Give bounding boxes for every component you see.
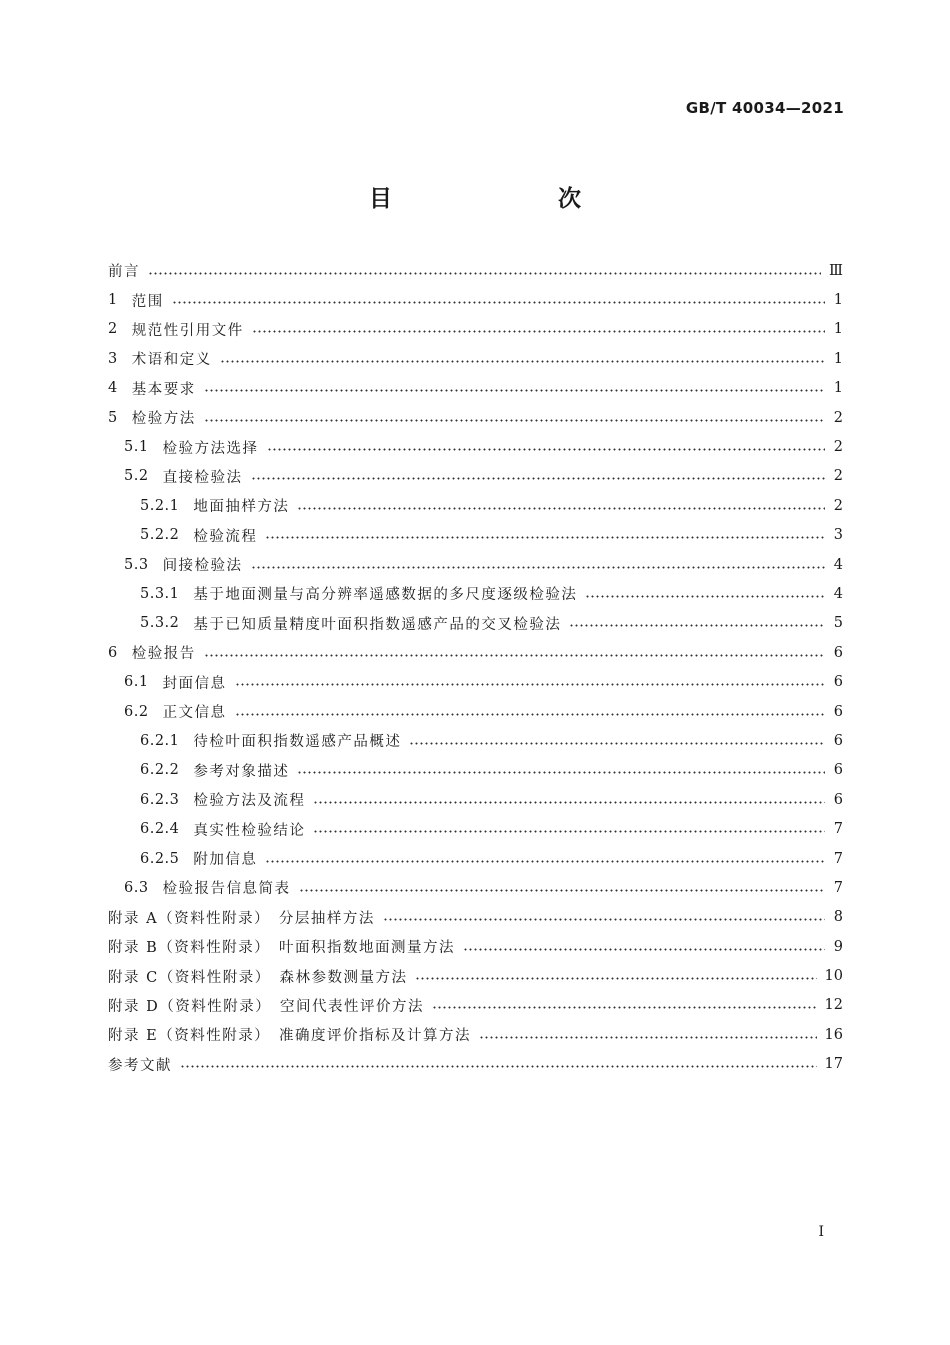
toc-entry[interactable] (108, 756, 843, 785)
table-of-contents (108, 256, 843, 1079)
dot-leader (415, 977, 816, 980)
toc-entry-page: 10 (824, 968, 843, 985)
toc-entry-page: 16 (824, 1026, 843, 1043)
dot-leader (432, 1006, 817, 1009)
dot-leader (313, 830, 825, 833)
toc-entry-page: 7 (833, 850, 843, 867)
toc-entry-title: 基于地面测量与高分辨率遥感数据的多尺度逐级检验法 (193, 587, 578, 604)
toc-entry-number: 6.2.1 (140, 732, 180, 749)
dot-leader (204, 419, 825, 422)
toc-entry[interactable] (108, 432, 843, 461)
dot-leader (313, 801, 825, 804)
toc-entry[interactable] (108, 579, 843, 608)
dot-leader (235, 713, 825, 716)
toc-entry-title: 参考文献 (108, 1057, 172, 1074)
dot-leader (220, 360, 825, 363)
toc-entry[interactable] (108, 315, 843, 344)
dot-leader (265, 536, 825, 539)
toc-entry-number: 6.1 (124, 674, 149, 691)
toc-entry-title: 附录 B（资料性附录） 叶面积指数地面测量方法 (108, 940, 456, 957)
toc-entry-title: 检验报告信息简表 (162, 881, 291, 898)
toc-entry[interactable] (108, 903, 843, 932)
toc-entry-number: 5.1 (124, 439, 149, 456)
toc-entry-number: 5.2.2 (140, 527, 180, 544)
toc-entry-page: 8 (833, 909, 843, 926)
toc-entry-page: 17 (824, 1056, 843, 1073)
toc-entry[interactable] (108, 1020, 843, 1049)
toc-entry-page: 6 (833, 674, 843, 691)
dot-leader (297, 771, 825, 774)
toc-entry-page: 7 (833, 879, 843, 896)
toc-entry-title: 参考对象描述 (193, 763, 290, 780)
toc-entry-title: 地面抽样方法 (193, 499, 290, 516)
toc-entry-title: 真实性检验结论 (193, 822, 306, 839)
dot-leader (265, 860, 825, 863)
dot-leader (463, 948, 825, 951)
toc-entry-page: 6 (833, 732, 843, 749)
toc-entry-title: 附录 A（资料性附录） 分层抽样方法 (108, 910, 375, 927)
toc-entry-number: 5.3 (124, 556, 149, 573)
toc-entry-number: 6.2 (124, 703, 149, 720)
toc-entry-title: 检验方法选择 (162, 440, 259, 457)
toc-entry-page: 1 (833, 380, 843, 397)
toc-entry-title: 附录 C（资料性附录） 森林参数测量方法 (108, 969, 408, 986)
toc-entry-number: 5.2.1 (140, 497, 180, 514)
toc-entry-page: 6 (833, 762, 843, 779)
toc-entry-page: Ⅲ (829, 262, 843, 279)
dot-leader (267, 448, 825, 451)
toc-entry-number: 6.2.5 (140, 850, 180, 867)
toc-entry-title: 检验报告 (131, 646, 196, 663)
toc-entry[interactable] (108, 1050, 843, 1079)
toc-entry-title: 范围 (131, 293, 164, 310)
toc-entry[interactable] (108, 550, 843, 579)
toc-entry[interactable] (108, 873, 843, 902)
toc-entry[interactable] (108, 256, 843, 285)
toc-entry-page: 2 (833, 439, 843, 456)
toc-entry-number: 6.2.3 (140, 791, 180, 808)
toc-entry-number: 6 (108, 644, 118, 661)
toc-entry-title: 规范性引用文件 (131, 322, 244, 339)
toc-entry[interactable] (108, 961, 843, 990)
toc-entry-title: 直接检验法 (162, 469, 243, 486)
dot-leader (204, 389, 825, 392)
standard-code: GB/T 40034—2021 (685, 99, 844, 117)
toc-entry-page: 5 (833, 615, 843, 632)
toc-entry-page: 1 (833, 350, 843, 367)
toc-entry-page: 4 (833, 556, 843, 573)
dot-leader (148, 272, 821, 275)
toc-entry-title: 正文信息 (162, 705, 227, 722)
toc-entry[interactable] (108, 932, 843, 961)
toc-entry-number: 6.3 (124, 879, 149, 896)
toc-entry[interactable] (108, 285, 843, 314)
toc-entry-title: 检验方法 (131, 411, 196, 428)
toc-entry-number: 1 (108, 292, 118, 309)
toc-entry-number: 5.2 (124, 468, 149, 485)
toc-entry-page: 1 (833, 292, 843, 309)
toc-entry[interactable] (108, 785, 843, 814)
toc-entry-page: 7 (833, 821, 843, 838)
dot-leader (251, 477, 825, 480)
toc-entry[interactable] (108, 638, 843, 667)
toc-entry-page: 4 (833, 585, 843, 602)
toc-entry-title: 间接检验法 (162, 558, 243, 575)
dot-leader (479, 1036, 817, 1039)
toc-entry[interactable] (108, 697, 843, 726)
toc-entry[interactable] (108, 991, 843, 1020)
dot-leader (252, 330, 825, 333)
toc-entry-page: 9 (833, 938, 843, 955)
dot-leader (409, 742, 825, 745)
toc-entry-number: 2 (108, 321, 118, 338)
toc-entry[interactable] (108, 609, 843, 638)
toc-entry[interactable] (108, 491, 843, 520)
dot-leader (299, 889, 825, 892)
toc-entry-title: 前言 (108, 264, 140, 281)
toc-entry-number: 5 (108, 409, 118, 426)
toc-entry-title: 检验流程 (193, 528, 258, 545)
toc-entry-title: 基本要求 (131, 381, 196, 398)
toc-entry[interactable] (108, 344, 843, 373)
toc-entry-title: 封面信息 (162, 675, 227, 692)
toc-entry-page: 6 (833, 791, 843, 808)
toc-entry-title: 检验方法及流程 (193, 793, 306, 810)
toc-entry-title: 附录 D（资料性附录） 空间代表性评价方法 (108, 998, 424, 1015)
toc-entry-number: 5.3.1 (140, 585, 180, 602)
toc-entry-page: 6 (833, 644, 843, 661)
page-number: I (818, 1224, 824, 1240)
dot-leader (383, 918, 825, 921)
toc-entry-title: 附录 E（资料性附录） 准确度评价指标及计算方法 (108, 1028, 471, 1045)
toc-entry-page: 6 (833, 703, 843, 720)
dot-leader (204, 654, 825, 657)
toc-entry-title: 待检叶面积指数遥感产品概述 (193, 734, 402, 751)
toc-entry-title: 附加信息 (193, 852, 258, 868)
toc-entry[interactable] (108, 667, 843, 696)
toc-entry-title: 术语和定义 (131, 352, 212, 369)
toc-entry-page: 1 (833, 321, 843, 338)
toc-entry[interactable] (108, 403, 843, 432)
toc-entry-page: 3 (833, 527, 843, 544)
dot-leader (569, 624, 825, 627)
toc-entry[interactable] (108, 814, 843, 843)
dot-leader (585, 595, 825, 598)
toc-entry-page: 12 (824, 997, 843, 1014)
dot-leader (172, 301, 825, 304)
page-title: 目 次 (369, 186, 621, 212)
toc-entry-page: 2 (833, 468, 843, 485)
toc-entry[interactable] (108, 844, 843, 873)
toc-entry-number: 3 (108, 350, 118, 367)
toc-entry[interactable] (108, 726, 843, 755)
toc-entry[interactable] (108, 462, 843, 491)
dot-leader (251, 566, 825, 569)
toc-entry-page: 2 (833, 497, 843, 514)
toc-entry-number: 5.3.2 (140, 615, 180, 632)
toc-entry-number: 4 (108, 380, 118, 397)
toc-entry[interactable] (108, 521, 843, 550)
dot-leader (180, 1065, 817, 1068)
dot-leader (297, 507, 825, 510)
toc-entry-number: 6.2.4 (140, 821, 180, 838)
dot-leader (235, 683, 825, 686)
toc-entry[interactable] (108, 374, 843, 403)
toc-entry-title: 基于已知质量精度叶面积指数遥感产品的交叉检验法 (193, 616, 562, 633)
toc-entry-page: 2 (833, 409, 843, 426)
toc-entry-number: 6.2.2 (140, 762, 180, 779)
